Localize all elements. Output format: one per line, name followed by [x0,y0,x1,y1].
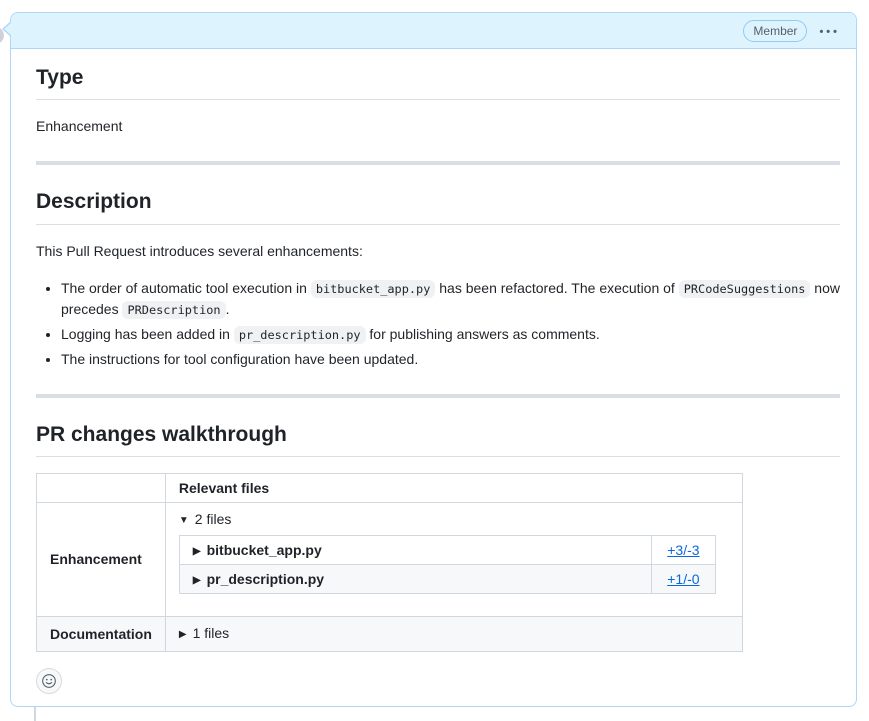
comment-header [11,13,856,49]
list-item [61,324,840,345]
bullet-text: for publishing answers as comments. [365,325,600,342]
diff-stat-link[interactable]: +3/-3 [667,541,700,558]
kebab-icon: ••• [819,26,840,38]
smiley-icon [41,673,57,689]
files-table [179,535,716,594]
file-toggle[interactable] [179,564,651,593]
enhancement-files-cell [165,502,742,616]
file-name: bitbucket_app.py [206,541,322,558]
category-cell-documentation: Documentation [37,616,166,651]
files-group-toggle[interactable] [179,623,729,645]
description-bullet-list [36,278,840,370]
type-heading: Type [36,65,840,100]
emoji-reaction-button[interactable] [36,668,62,694]
bullet-text: The instructions for tool configuration have been updated. [61,350,419,367]
diff-stat-cell [651,535,715,564]
bullet-text: Logging has been added in [61,325,234,342]
inline-code: pr_description.py [234,326,366,344]
bullet-text: The order of automatic tool execution in [61,279,311,296]
file-toggle[interactable] [179,535,651,564]
triangle-right-icon: ▶ [178,628,187,640]
section-divider [36,394,840,398]
file-row [179,564,715,593]
walkthrough-heading: PR changes walkthrough [36,422,840,457]
files-count-label: 2 files [194,510,232,527]
files-group-toggle[interactable] [179,509,729,531]
triangle-right-icon: ▶ [192,545,201,557]
triangle-down-icon: ▼ [178,514,189,526]
relevant-files-header: Relevant files [165,473,742,502]
section-divider [36,161,840,165]
comment-options-button[interactable] [817,19,842,42]
file-row [179,535,715,564]
bullet-text: . [225,300,230,317]
table-row [37,502,743,616]
timeline-line [34,707,36,721]
walkthrough-table [36,473,743,652]
description-intro: This Pull Request introduces several enhancements: [36,242,363,259]
file-name: pr_description.py [206,570,325,587]
bullet-text: now precedes [61,279,840,317]
documentation-files-cell [165,616,742,651]
member-badge: Member [743,20,807,42]
table-row [37,616,743,651]
type-value: Enhancement [36,118,123,135]
diff-stat-cell [651,564,715,593]
triangle-right-icon: ▶ [192,574,201,586]
inline-code: bitbucket_app.py [311,280,436,298]
diff-stat-link[interactable]: +1/-0 [667,570,700,587]
description-heading: Description [36,189,840,224]
comment-body [11,49,856,707]
list-item [61,349,840,370]
table-header-row [37,473,743,502]
category-cell-enhancement: Enhancement [37,502,166,616]
list-item [61,278,840,320]
files-count-label: 1 files [192,624,230,641]
pr-comment-card [10,12,857,707]
category-column-header [37,473,166,502]
bullet-text: has been refactored. The execution of [435,279,679,296]
inline-code: PRCodeSuggestions [679,280,811,298]
inline-code: PRDescription [122,301,225,319]
